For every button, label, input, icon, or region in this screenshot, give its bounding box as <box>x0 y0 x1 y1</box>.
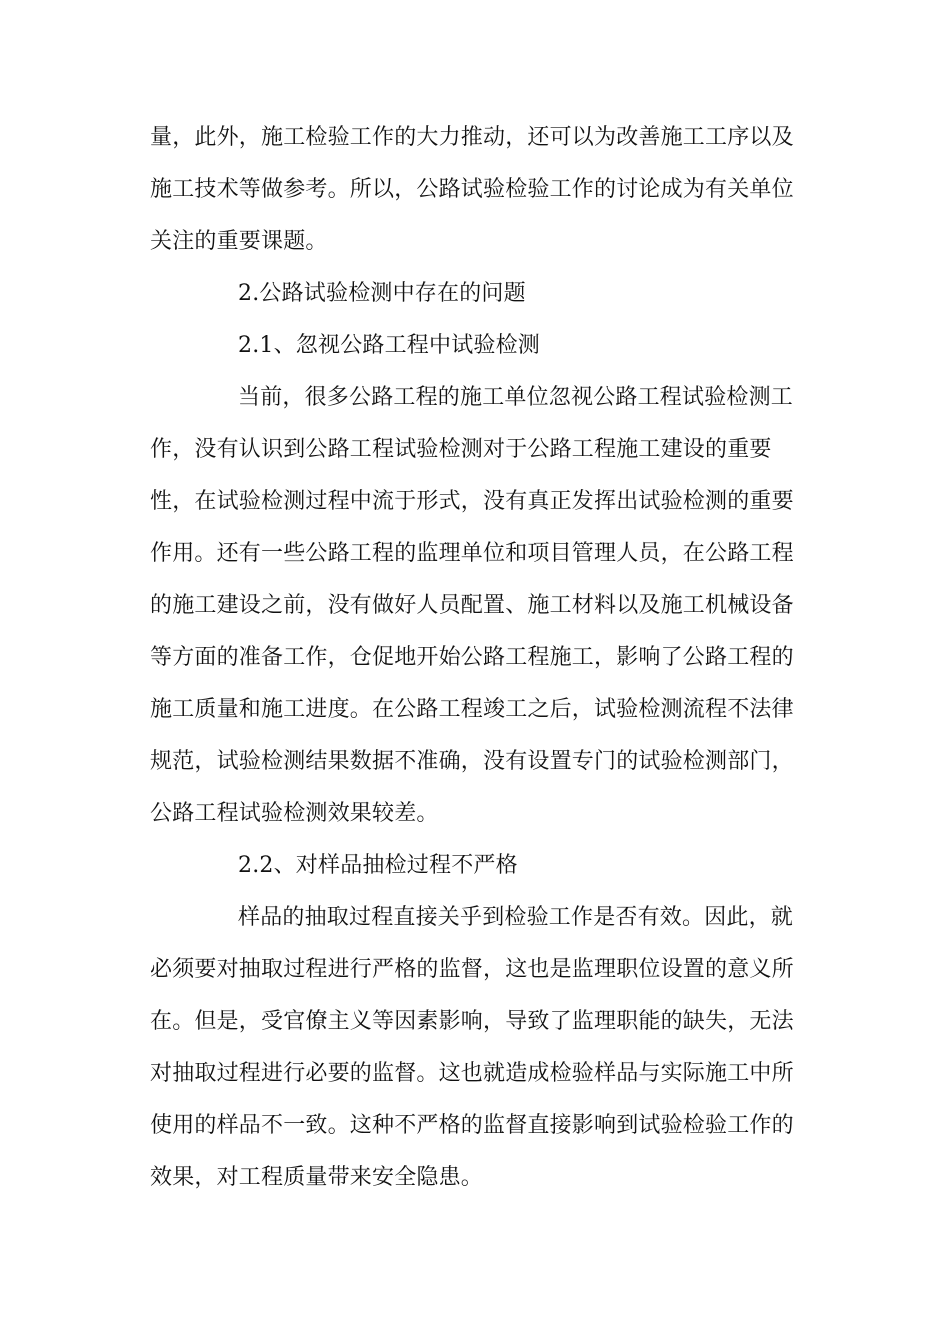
paragraph-line: 施工技术等做参考。所以，公路试验检验工作的讨论成为有关单位 <box>150 177 794 202</box>
paragraph-line: 施工质量和施工进度。在公路工程竣工之后，试验检测流程不法律 <box>150 697 794 722</box>
subsection-heading: 2.2、对样品抽检过程不严格 <box>238 853 518 878</box>
paragraph-line: 作用。还有一些公路工程的监理单位和项目管理人员，在公路工程 <box>150 541 794 566</box>
paragraph-line: 公路工程试验检测效果较差。 <box>150 801 439 826</box>
paragraph-line: 量，此外，施工检验工作的大力推动，还可以为改善施工工序以及 <box>150 125 794 150</box>
paragraph-line: 在。但是，受官僚主义等因素影响，导致了监理职能的缺失，无法 <box>150 1009 794 1034</box>
paragraph-line: 作，没有认识到公路工程试验检测对于公路工程施工建设的重要 <box>150 437 772 462</box>
section-heading: 2.公路试验检测中存在的问题 <box>238 281 526 306</box>
paragraph-line: 效果，对工程质量带来安全隐患。 <box>150 1165 484 1190</box>
paragraph-line: 使用的样品不一致。这种不严格的监督直接影响到试验检验工作的 <box>150 1113 794 1138</box>
paragraph-line: 等方面的准备工作，仓促地开始公路工程施工，影响了公路工程的 <box>150 645 794 670</box>
paragraph-line: 的施工建设之前，没有做好人员配置、施工材料以及施工机械设备 <box>150 593 794 618</box>
paragraph-line: 性，在试验检测过程中流于形式，没有真正发挥出试验检测的重要 <box>150 489 794 514</box>
paragraph-line: 规范，试验检测结果数据不准确，没有设置专门的试验检测部门， <box>150 749 794 774</box>
subsection-heading: 2.1、忽视公路工程中试验检测 <box>238 333 540 358</box>
paragraph-line: 关注的重要课题。 <box>150 229 328 254</box>
paragraph-line: 当前，很多公路工程的施工单位忽视公路工程试验检测工 <box>238 385 794 410</box>
paragraph-line: 必须要对抽取过程进行严格的监督，这也是监理职位设置的意义所 <box>150 957 794 982</box>
paragraph-line: 样品的抽取过程直接关乎到检验工作是否有效。因此，就 <box>238 905 794 930</box>
paragraph-line: 对抽取过程进行必要的监督。这也就造成检验样品与实际施工中所 <box>150 1061 794 1086</box>
